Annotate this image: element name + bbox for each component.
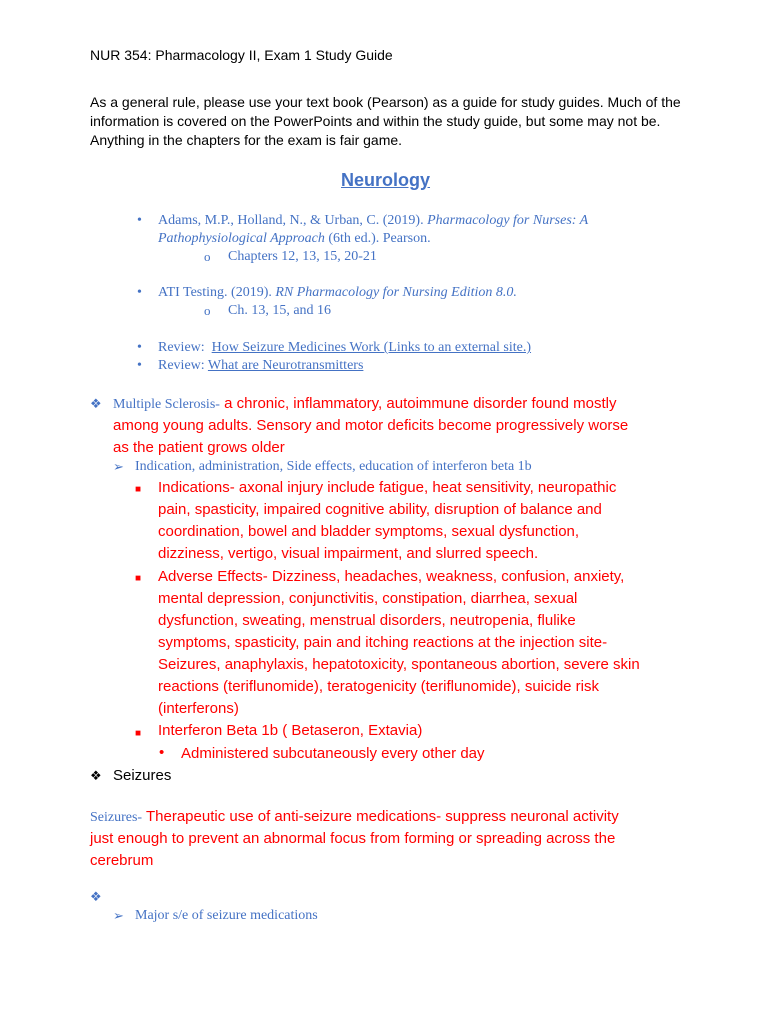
- review-item-seizure-medicines: [158, 340, 531, 356]
- adverse-line-6: reactions (teriflunomide), teratogenicity (teriflunomide), suicide risk: [158, 678, 600, 695]
- ms-subheading: Indication, administration, Side effects, education of interferon beta 1b: [135, 459, 532, 474]
- seizures-label: Seizures-: [90, 810, 143, 825]
- indications-line-4: dizziness, vertigo, visual impairment, and slurred speech.: [158, 545, 539, 562]
- ms-label: Multiple Sclerosis-: [113, 397, 220, 412]
- interferon-item: Interferon Beta 1b ( Betaseron, Extavia): [158, 722, 423, 739]
- reference-ati-title: RN Pharmacology for Nursing Edition 8.0.: [275, 285, 517, 300]
- dot-bullet-icon: •: [159, 744, 165, 761]
- review-item-neurotransmitters: [158, 358, 363, 374]
- adverse-line-3: dysfunction, sweating, menstrual disorders, neutropenia, flulike: [158, 612, 576, 629]
- reference-ati-chapters: Ch. 13, 15, and 16: [228, 303, 332, 318]
- reference-ati-author: ATI Testing. (2019).: [158, 285, 276, 300]
- seizures-description-part-1: Therapeutic use of anti-seizure medications- suppress neuronal activity: [142, 808, 619, 825]
- diamond-bullet-icon: ❖: [90, 768, 102, 783]
- dot-bullet-icon: •: [137, 340, 142, 355]
- diamond-bullet-icon: ❖: [90, 396, 102, 411]
- dot-bullet-icon: •: [137, 285, 142, 300]
- square-bullet-icon: ■: [135, 728, 142, 739]
- reference-adams-line-1: [158, 213, 588, 229]
- reference-adams-title-part-2: Pathophysiological Approach: [158, 231, 325, 246]
- adverse-line-7: (interferons): [158, 700, 239, 717]
- section-title: Neurology: [341, 170, 431, 190]
- intro-line-3: Anything in the chapters for the exam is fair game.: [90, 132, 403, 148]
- arrow-bullet-icon: ➢: [113, 908, 124, 923]
- circle-bullet-icon: o: [204, 249, 211, 264]
- seizures-subheading: Major s/e of seizure medications: [135, 908, 318, 923]
- adverse-line-2: mental depression, conjunctivitis, constipation, diarrhea, sexual: [158, 590, 578, 607]
- intro-line-2: information is covered on the PowerPoints and within the study guide, but some may not be.: [90, 113, 661, 129]
- seizures-heading: Seizures: [113, 767, 172, 784]
- review-prefix: Review:: [158, 340, 212, 355]
- ms-description-line-1: [113, 395, 617, 413]
- dot-bullet-icon: •: [137, 213, 142, 228]
- ms-description-line-2: among young adults. Sensory and motor deficits become progressively worse: [113, 417, 629, 434]
- reference-ati: [158, 285, 517, 301]
- intro-line-1: As a general rule, please use your text book (Pearson) as a guide for study guides. Much of the: [90, 94, 681, 110]
- reference-adams-line-2: [158, 231, 431, 247]
- indications-line-3: coordination, bowel and bladder symptoms, sexual dysfunction,: [158, 523, 580, 540]
- diamond-bullet-icon: ❖: [90, 889, 102, 904]
- ms-description-line-3: as the patient grows older: [113, 439, 285, 456]
- seizures-description-line-1: [90, 808, 619, 826]
- arrow-bullet-icon: ➢: [113, 459, 124, 474]
- square-bullet-icon: ■: [135, 573, 142, 584]
- seizures-description-line-3: cerebrum: [90, 852, 154, 869]
- indications-line-2: pain, spasticity, impaired cognitive ability, disruption of balance and: [158, 501, 602, 518]
- review-prefix: Review:: [158, 358, 208, 373]
- reference-adams-chapters: Chapters 12, 13, 15, 20-21: [228, 249, 377, 264]
- document-header: NUR 354: Pharmacology II, Exam 1 Study Guide: [90, 47, 393, 63]
- square-bullet-icon: ■: [135, 484, 142, 495]
- administration-item: Administered subcutaneously every other day: [181, 745, 485, 762]
- neurotransmitters-link[interactable]: What are Neurotransmitters: [207, 358, 364, 373]
- dot-bullet-icon: •: [137, 358, 142, 373]
- indications-line-1: Indications- axonal injury include fatigue, heat sensitivity, neuropathic: [158, 479, 617, 496]
- circle-bullet-icon: o: [204, 303, 211, 318]
- adverse-line-4: symptoms, spasticity, pain and itching reactions at the injection site-: [158, 634, 608, 651]
- adverse-line-1: Adverse Effects- Dizziness, headaches, weakness, confusion, anxiety,: [158, 568, 625, 585]
- seizures-description-line-2: just enough to prevent an abnormal focus from forming or spreading across the: [90, 830, 616, 847]
- adverse-line-5: Seizures, anaphylaxis, hepatotoxicity, spontaneous abortion, severe skin: [158, 656, 640, 673]
- reference-adams-authors: Adams, M.P., Holland, N., & Urban, C. (2019).: [158, 213, 428, 228]
- ms-description-part-1: a chronic, inflammatory, autoimmune disorder found mostly: [219, 395, 617, 412]
- reference-adams-title-part-1: Pharmacology for Nurses: A: [427, 213, 589, 228]
- reference-adams-edition: (6th ed.). Pearson.: [324, 231, 431, 246]
- seizure-medicines-link[interactable]: How Seizure Medicines Work (Links to an external site.): [211, 340, 532, 355]
